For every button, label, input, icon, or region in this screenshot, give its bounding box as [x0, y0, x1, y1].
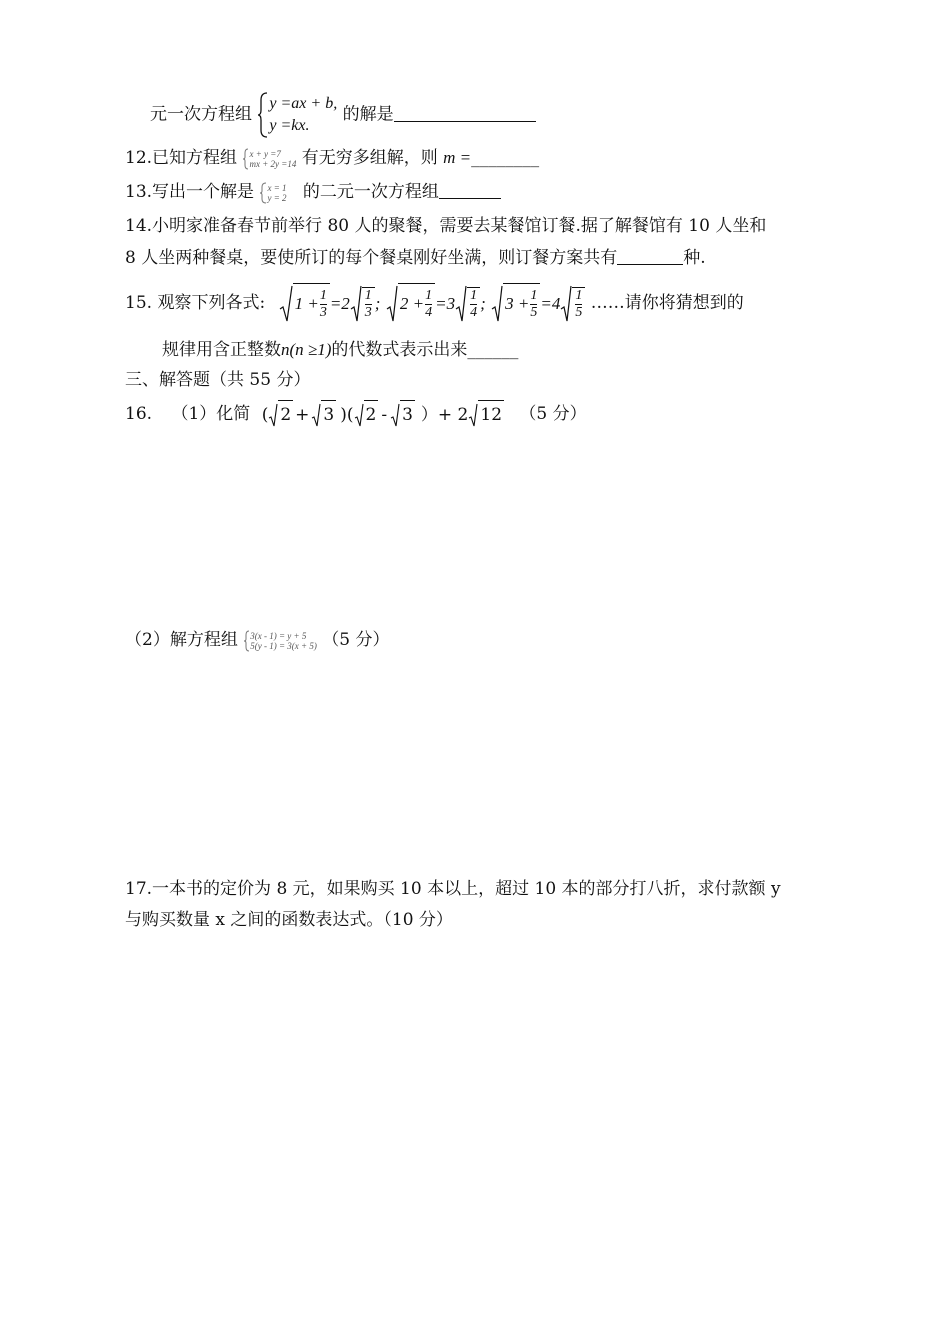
q15-line2 — [162, 338, 518, 362]
q16-score2: （5 分） — [322, 630, 390, 650]
q17-line1: 17.一本书的定价为 8 元，如果购买 10 本以上，超过 10 本的部分打八折，求付款额 y — [125, 879, 781, 899]
q16-line2 — [125, 628, 390, 652]
q13-line — [125, 180, 501, 204]
radical-icon — [390, 403, 400, 427]
q11-suffix: 的解是 — [342, 104, 394, 125]
q13-eq2: y = 2 — [267, 192, 287, 203]
q12-suffix: 有无穷多组解，则 — [301, 148, 438, 168]
radical-icon — [311, 403, 321, 427]
q11-tail-line — [150, 92, 536, 138]
q12-equation-system — [242, 148, 296, 170]
q13-solution-system — [259, 182, 297, 204]
q16-line1 — [125, 400, 587, 429]
q17-line2: 与购买数量 x 之间的函数表达式。（10 分） — [125, 910, 453, 930]
q13-answer-blank[interactable] — [439, 180, 501, 199]
q15-expression-3: 3 + $\frac{1}{5}$ =4 $\frac{1}{5}$ — [491, 283, 585, 324]
q11-eq2: y =kx. — [269, 117, 310, 134]
q14-answer-blank[interactable] — [617, 246, 683, 265]
q15-line2-end: 的代数式表示出来 — [331, 340, 468, 360]
q16-number: 16. — [125, 404, 153, 424]
q16-sys-eq2: 5(y - 1) = 3(x + 5) — [250, 640, 317, 651]
q12-eq2: mx + 2y =14 — [249, 158, 297, 169]
radical-icon — [354, 403, 364, 427]
q15-answer-blank[interactable]: ______ — [467, 340, 519, 360]
q14-line2-text: 8 人坐两种餐桌，要使所订的每个餐桌刚好坐满，则订餐方案共有 — [125, 248, 618, 268]
q16-part2-label: （2）解方程组 — [125, 630, 238, 650]
radical-icon — [560, 285, 572, 323]
q16-score: （5 分） — [519, 404, 587, 424]
q15-continuation: ……请你将猜想到的 — [590, 293, 744, 313]
radical-icon — [455, 285, 467, 323]
q15-variable: n(n ≥1) — [281, 340, 332, 359]
q15-line2-text: 规律用含正整数 — [162, 340, 281, 360]
q15-expression-1: 1 + $\frac{1}{3}$ =2 $\frac{1}{3}$ ; — [279, 283, 381, 324]
radical-icon — [350, 285, 362, 323]
q14-line2-end: 种. — [683, 248, 706, 268]
q13-prefix: 13.写出一个解是 — [125, 182, 255, 202]
q11-eq1: y =ax + b, — [269, 95, 338, 112]
radical-icon — [386, 285, 398, 323]
q16-sys-eq1: 3(x - 1) = y + 5 — [250, 630, 307, 641]
brace-icon — [257, 92, 269, 138]
q15-eq1: =2 — [329, 293, 350, 313]
radical-icon — [491, 285, 503, 323]
radical-icon — [279, 285, 293, 323]
q15-expression-2: 2 + $\frac{1}{4}$ =3 $\frac{1}{4}$ ; — [386, 283, 486, 324]
q12-line — [125, 146, 539, 170]
radical-icon — [268, 403, 278, 427]
q14-line1: 14.小明家准备春节前举行 80 人的聚餐，需要去某餐馆订餐.据了解餐馆有 10 人坐和 — [125, 216, 767, 236]
q16-part1-label: （1）化简 — [171, 404, 251, 424]
q11-prefix: 元一次方程组 — [150, 104, 252, 125]
q12-eq1: x + y =7 — [249, 148, 281, 159]
q12-prefix: 12.已知方程组 — [125, 148, 238, 168]
q15-line1 — [125, 283, 744, 324]
q11-equation-system — [257, 92, 337, 138]
q11-answer-blank[interactable] — [394, 103, 536, 122]
q12-variable: m = — [443, 148, 472, 167]
q16-equation-system — [243, 630, 317, 652]
q16-expression: ( 2 + 3 )( 2 - 3 ）+ 2 12 — [262, 400, 504, 429]
q15-eq2: =3 — [435, 293, 456, 313]
q15-prefix: 15. 观察下列各式: — [125, 293, 266, 313]
q13-suffix: 的二元一次方程组 — [302, 182, 439, 202]
q15-eq3: =4 — [540, 293, 561, 313]
section-title: 三、解答题（共 55 分） — [125, 370, 311, 390]
q12-answer-blank[interactable]: ________ — [471, 148, 540, 168]
q13-eq1: x = 1 — [267, 182, 287, 193]
q14-line2 — [125, 246, 706, 270]
radical-icon — [468, 403, 478, 427]
